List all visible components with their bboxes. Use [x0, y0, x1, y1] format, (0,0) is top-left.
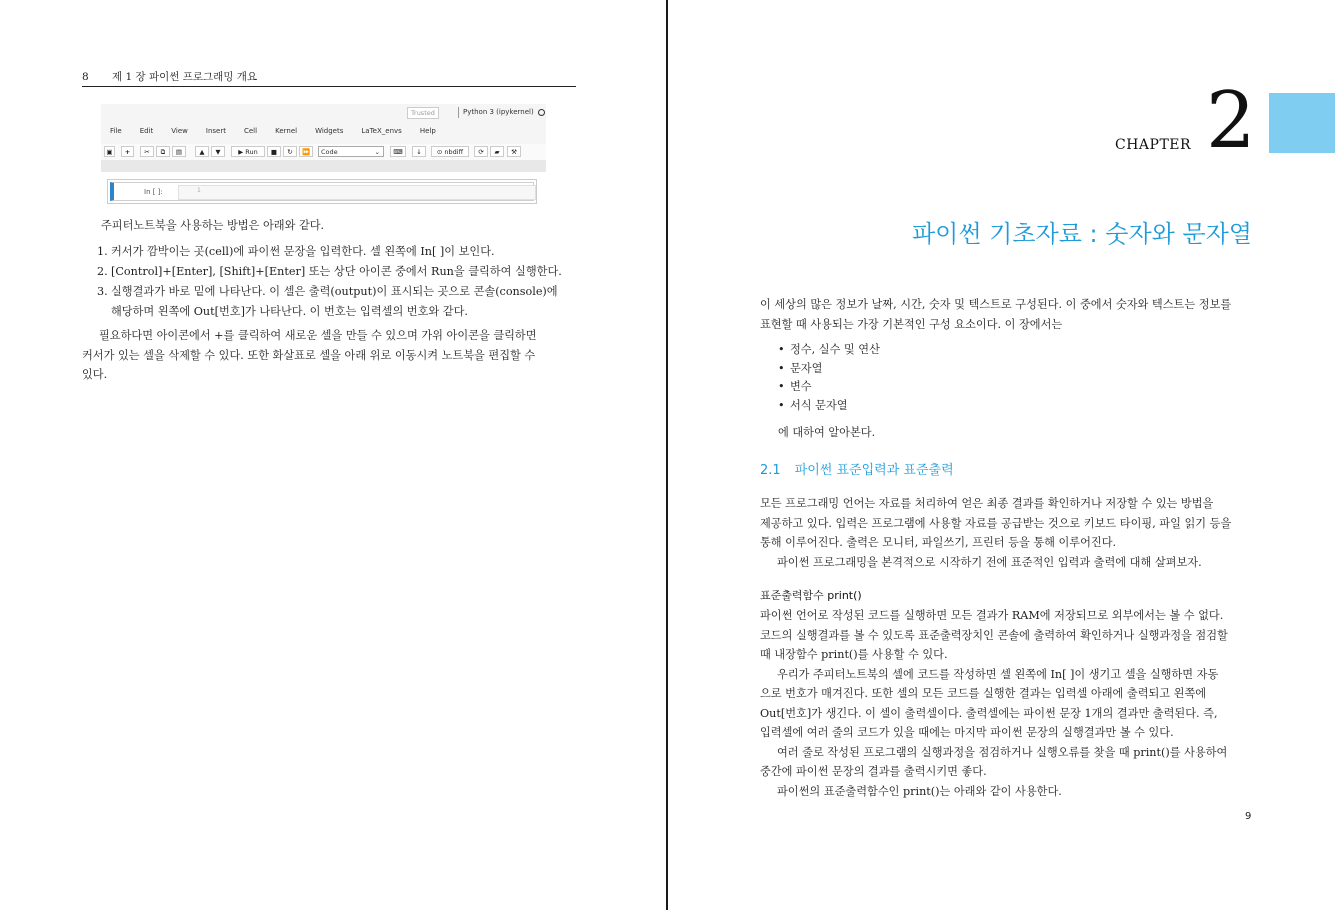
section-title: 파이썬 표준입력과 표준출력 — [794, 463, 954, 478]
line-number: 1 — [197, 187, 201, 194]
book-spine — [666, 0, 668, 910]
cell-input — [178, 185, 536, 200]
move-up-icon: ▲ — [195, 146, 209, 157]
stop-icon: ■ — [267, 146, 281, 157]
refresh-icon: ⟳ — [474, 146, 488, 157]
menu-kernel: Kernel — [275, 127, 298, 135]
list-item: • 변수 — [778, 378, 880, 397]
print-paragraph: 파이썬 언어로 작성된 코드를 실행하면 모든 결과가 RAM에 저장되므로 외부에서는 볼 수 없다. 코드의 실행결과를 볼 수 있도록 표준출력장치인 콘솔에 출력하여 확인하거나 실행과정을 점검할 때 내장함수 print()를 사용할 수 있다. 우리가 주피터노트북의 셀에 코드를 작성하면 셀 왼쪽에 In[ ]이 생기고 셀을 실행하면 자동 으로 번호가 매겨진다. 또한 셀의 모든 코드를 실행한 결과는 입력셀 아래에 출력되고 왼쪽에 Out[번호]가 생긴다. 이 셀이 출력셀이다. 출력셀에는 파이썬 문장 1개의 결과만 출력된다. 즉, 입력셀에 여러 줄의 코드가 있을 때에는 마지막 파이썬 문장의 실행결과만 볼 수 있다. 여러 줄로 작성된 프로그램의 실행과정을 점검하거나 실행오류를 찾을 때 print()를 사용하여 중간에 파이썬 문장의 결과를 출력시키면 좋다. 파이썬의 표준출력함수인 print()는 아래와 같이 사용한다. — [760, 609, 1228, 798]
notebook-usage-intro: 주피터노트북을 사용하는 방법은 아래와 같다. — [101, 219, 325, 232]
page-number-left: 8 — [82, 71, 89, 83]
save-icon: ▣ — [104, 146, 115, 157]
list-item: • 정수, 실수 및 연산 — [778, 341, 880, 360]
notebook-toolbar — [101, 144, 546, 161]
after-list-text: 에 대하여 알아본다. — [778, 426, 876, 439]
keyboard-icon: ⌨ — [390, 146, 406, 157]
cell-type-value: Code — [321, 148, 338, 156]
add-cell-icon: + — [121, 146, 134, 157]
menu-edit: Edit — [139, 127, 154, 135]
section-paragraph: 모든 프로그래밍 언어는 자료를 처리하여 얻은 최종 결과를 확인하거나 저장할 수 있는 방법을 제공하고 있다. 입력은 프로그램에 사용할 자료를 공급받는 것으로 키보드 타이핑, 파일 읽기 등을 통해 이루어진다. 출력은 모니터, 파일쓰기, 프린터 등을 통해 이루어진다. 파이썬 프로그래밍을 본격적으로 시작하기 전에 표준적인 입력과 출력에 대해 살펴보자. — [760, 497, 1232, 569]
section-number: 2.1 — [760, 463, 781, 478]
menu-file: File — [110, 127, 122, 135]
restart-icon: ↻ — [283, 146, 297, 157]
notebook-menu — [110, 126, 454, 136]
menu-help: Help — [419, 127, 436, 135]
list-item: • 서식 문자열 — [778, 397, 880, 416]
menu-widgets: Widgets — [315, 127, 344, 135]
subsection-heading: 표준출력함수 print() — [760, 589, 862, 602]
run-button: ▶ Run — [231, 146, 265, 157]
notebook-header — [101, 104, 546, 144]
editing-paragraph: 필요하다면 아이콘에서 +를 클릭하여 새로운 셀을 만들 수 있으며 가위 아이콘을 클릭하면 커서가 있는 셀을 삭제할 수 있다. 또한 화살표로 셀을 아래 위로 이동시켜 노트북을 편집할 수 있다. — [82, 329, 537, 381]
chevron-down-icon: ⌄ — [374, 148, 380, 156]
chapter-intro: 이 세상의 많은 정보가 날짜, 시간, 숫자 및 텍스트로 구성된다. 이 중에서 숫자와 텍스트는 정보를 표현할 때 사용되는 가장 기본적인 구성 요소이다. 이 장에서는 — [760, 298, 1232, 331]
menu-view: View — [171, 127, 188, 135]
nbdiff-button: ⊙ nbdiff — [431, 146, 469, 157]
wrench-icon: ⚒ — [507, 146, 521, 157]
cell-type-select — [318, 146, 384, 157]
menu-cell: Cell — [243, 127, 258, 135]
page-header — [82, 70, 576, 87]
kernel-status-icon — [538, 109, 545, 116]
sort-icon: ↓ — [412, 146, 426, 157]
page-number-right: 9 — [1245, 811, 1252, 822]
list-item: • 문자열 — [778, 360, 880, 379]
cut-icon: ✂ — [140, 146, 154, 157]
move-down-icon: ▼ — [211, 146, 225, 157]
trusted-badge: Trusted — [407, 107, 439, 119]
chapter-running-title: 제 1 장 파이썬 프로그래밍 개요 — [112, 71, 258, 83]
paste-icon: ▤ — [172, 146, 186, 157]
jupyter-screenshot — [101, 104, 546, 206]
menu-insert: Insert — [205, 127, 226, 135]
chapter-label: CHAPTER — [1115, 137, 1192, 153]
kernel-indicator — [458, 107, 545, 118]
kernel-name: Python 3 (ipykernel) — [463, 108, 534, 116]
input-prompt: In [ ]: — [144, 188, 163, 196]
section-heading — [760, 461, 954, 481]
chapter-number: 2 — [1206, 76, 1256, 166]
menu-latex-envs: LaTeX_envs — [361, 127, 402, 135]
chapter-color-block — [1269, 93, 1335, 153]
topic-list — [778, 341, 880, 415]
book-icon: ▰ — [490, 146, 504, 157]
chapter-title: 파이썬 기초자료 : 숫자와 문자열 — [912, 220, 1252, 248]
notebook-cell-area — [107, 179, 537, 204]
fast-forward-icon: ⏩ — [299, 146, 313, 157]
notebook-divider — [101, 160, 546, 172]
code-cell — [110, 182, 534, 201]
copy-icon: ⧉ — [156, 146, 170, 157]
